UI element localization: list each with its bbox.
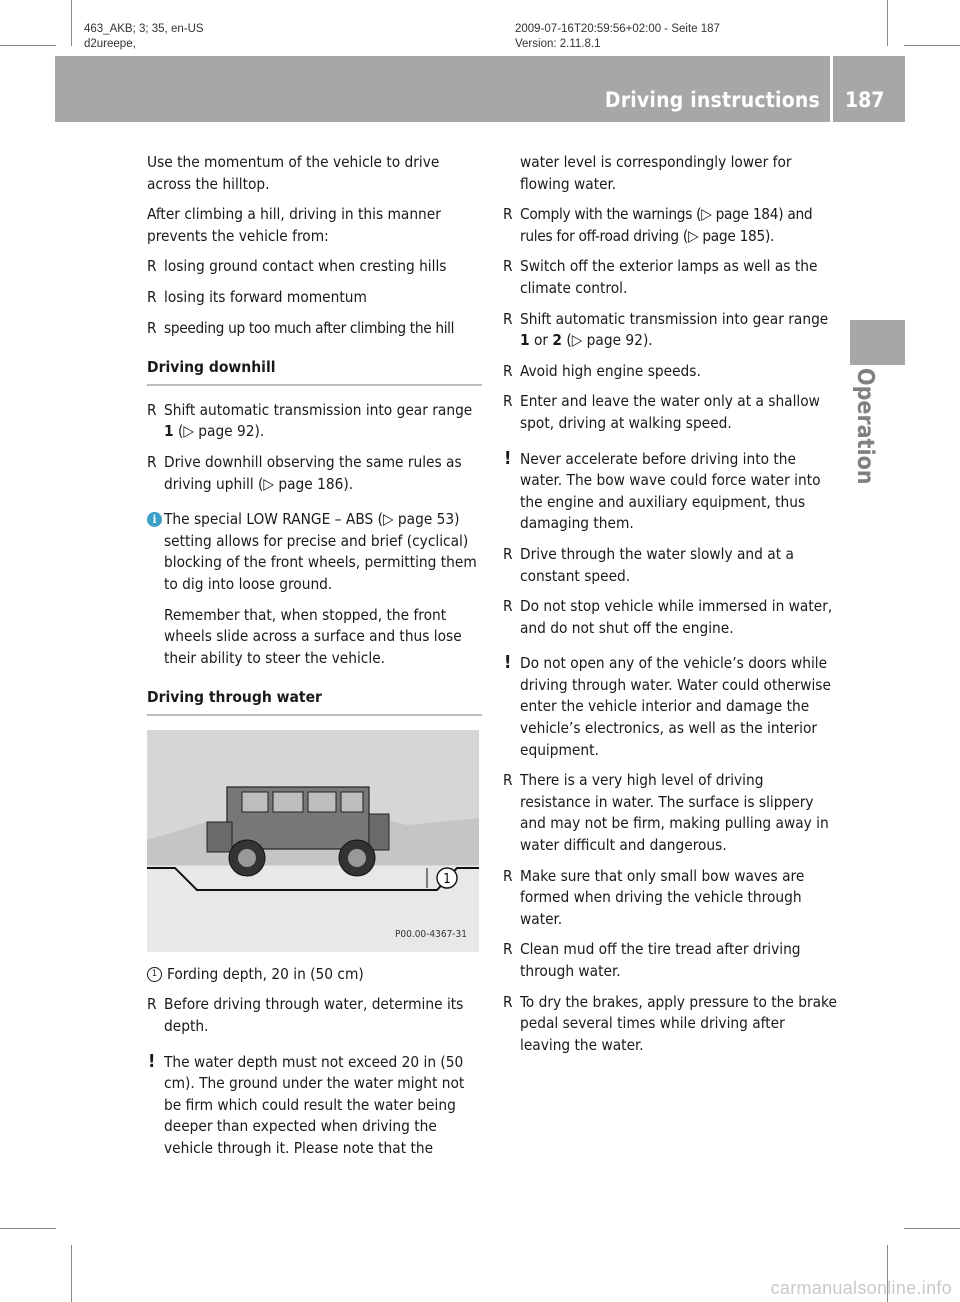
crop-mark (71, 1245, 72, 1302)
note-text: Never accelerate before driving into the water. The bow wave could force water into the engine and auxiliary equipment, thus damaging them. (520, 449, 821, 533)
list-text: Avoid high engine speeds. (520, 361, 701, 380)
list-item (503, 256, 838, 299)
bullet-mark: R (147, 400, 157, 419)
callout-text: Fording depth, 20 in (50 cm) (167, 964, 364, 983)
list-text: Shift automatic transmission into gear range (520, 309, 829, 328)
paragraph: Use the momentum of the vehicle to drive across the hilltop. (147, 153, 440, 193)
list-text: To dry the brakes, apply pressure to the brake pedal several times while driving after leaving the water. (520, 992, 837, 1054)
list-item (147, 318, 482, 340)
list-item (503, 204, 838, 247)
bullet-mark: R (147, 995, 157, 1014)
bullet-mark: R (503, 257, 513, 276)
note-text: The water depth must not exceed 20 in (50 cm). The ground under the water might not be firm which could result the water being deeper than expected when driving the vehicle through it. Please note that the (164, 1052, 465, 1158)
warning-icon: ! (504, 652, 512, 674)
crop-mark (904, 1228, 960, 1229)
list-text: speeding up too much after climbing the hill (164, 318, 455, 337)
side-tab-marker (850, 320, 905, 365)
list-text: Switch off the exterior lamps as well as the climate control. (520, 257, 818, 297)
side-tab-text: Operation (852, 368, 878, 485)
list-item (147, 287, 482, 309)
list-item (503, 992, 838, 1057)
list-text: Make sure that only small bow waves are formed when driving the vehicle through water. (520, 866, 805, 928)
callout-icon: 1 (147, 967, 162, 982)
page-number: 187 (845, 88, 885, 112)
crop-mark (887, 0, 888, 46)
section-title: Driving instructions (604, 88, 820, 112)
list-item (147, 400, 482, 443)
print-meta-right (515, 22, 720, 52)
paragraph: water level is correspondingly lower for flowing water. (520, 153, 792, 193)
paragraph: After climbing a hill, driving in this manner prevents the vehicle from: (147, 205, 441, 245)
info-note (147, 509, 482, 595)
gear-value: 1 (164, 422, 174, 441)
crop-mark (0, 1228, 56, 1229)
figure-code: P00.00-4367-31 (394, 928, 467, 940)
bullet-mark: R (147, 452, 157, 471)
meta-line: Version: 2.11.8.1 (515, 38, 601, 50)
list-text: Drive through the water slowly and at a constant speed. (520, 544, 794, 585)
warning-note (147, 1052, 482, 1160)
bullet-mark: R (503, 771, 513, 790)
list-item (147, 994, 482, 1037)
fording-depth-illustration (147, 730, 479, 952)
crop-mark (904, 45, 960, 46)
bullet-mark: R (147, 287, 157, 306)
callout-number: 1 (443, 871, 451, 887)
section-heading: Driving downhill (147, 357, 482, 386)
bullet-mark: R (503, 992, 513, 1011)
list-text: Comply with the warnings (▷ page 184) and rules for off-road driving (▷ page 185). (520, 205, 813, 245)
bullet-mark: R (503, 940, 513, 959)
side-tab-label (846, 368, 886, 628)
list-item (503, 391, 838, 434)
list-text: There is a very high level of driving resistance in water. The surface is slippery and may not be firm, making pulling away in water difficult and dangerous. (520, 771, 829, 855)
warning-icon: ! (148, 1050, 156, 1072)
gear-value: 2 (552, 331, 562, 350)
bullet-mark: R (147, 257, 157, 276)
section-heading: Driving through water (147, 687, 482, 716)
list-item (503, 596, 838, 639)
bullet-mark: R (503, 361, 513, 380)
callout-legend (147, 964, 482, 986)
bullet-mark: R (503, 205, 513, 224)
bullet-mark: R (147, 318, 157, 337)
list-item (503, 939, 838, 982)
left-column (147, 152, 482, 1169)
list-item (503, 309, 838, 352)
warning-note (503, 449, 838, 535)
list-text: losing its forward momentum (164, 287, 367, 306)
list-item (503, 361, 838, 383)
meta-line: 463_AKB; 3; 35, en-US (84, 23, 204, 35)
footer-watermark: carmanualsonline.info (770, 1278, 952, 1298)
bullet-mark: R (503, 544, 513, 563)
page-reference[interactable]: (▷ page 92). (177, 422, 265, 441)
print-meta-left (84, 22, 204, 52)
page-reference[interactable]: (▷ page 92). (566, 331, 653, 350)
crop-mark (71, 0, 72, 46)
bullet-mark: R (503, 309, 513, 328)
list-item (503, 544, 838, 587)
list-text: Do not stop vehicle while immersed in water, and do not shut off the engine. (520, 597, 833, 637)
list-text: losing ground contact when cresting hills (164, 257, 447, 276)
right-column (503, 152, 838, 1065)
list-item (147, 452, 482, 495)
list-item (147, 256, 482, 278)
warning-note (503, 653, 838, 761)
header-divider (830, 56, 833, 122)
note-text: Do not open any of the vehicle’s doors while driving through water. Water could otherwise enter the vehicle interior and damage the vehicle’s electronics, as well as the interior equipment. (520, 654, 831, 759)
list-text: Before driving through water, determine its depth. (164, 995, 464, 1036)
list-text: Drive downhill observing the same rules as driving uphill (▷ page 186). (164, 452, 462, 493)
list-text: or (533, 331, 549, 350)
bullet-mark: R (503, 597, 513, 616)
paragraph: Remember that, when stopped, the front wheels slide across a surface and thus lose their ability to steer the vehicle. (164, 605, 462, 667)
info-icon: i (147, 512, 162, 527)
meta-line: 2009-07-16T20:59:56+02:00 - Seite 187 (515, 23, 720, 35)
list-item (503, 770, 838, 856)
bullet-mark: R (503, 866, 513, 885)
meta-line: d2ureepe, (84, 38, 136, 50)
list-text: Enter and leave the water only at a shallow spot, driving at walking speed. (520, 392, 820, 432)
list-text: Shift automatic transmission into gear range (164, 400, 473, 419)
gear-value: 1 (520, 331, 530, 350)
note-text: The special LOW RANGE – ABS (▷ page 53) setting allows for precise and brief (cyclical) blocking of the front wheels, permitting them to dig into loose ground. (164, 510, 477, 593)
bullet-mark: R (503, 392, 513, 411)
list-text: Clean mud off the tire tread after driving through water. (520, 940, 801, 980)
warning-icon: ! (504, 447, 512, 469)
list-item (503, 866, 838, 931)
crop-mark (0, 45, 56, 46)
